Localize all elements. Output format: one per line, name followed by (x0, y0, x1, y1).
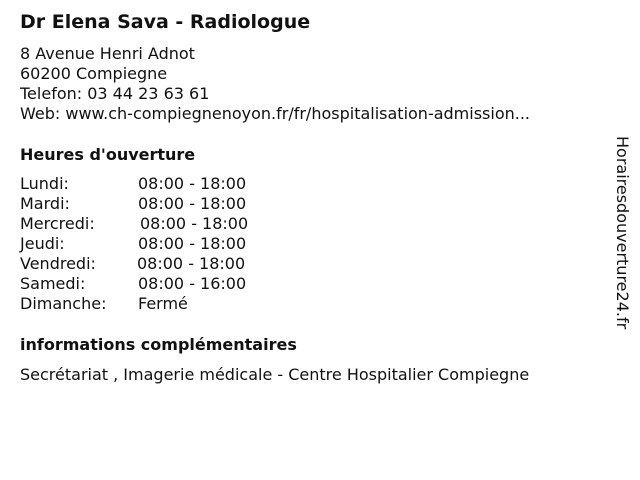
hours-day: Jeudi: (20, 234, 65, 253)
hours-day: Mardi: (20, 194, 70, 213)
info-description: Secrétariat , Imagerie médicale - Centre Hospitalier Compiegne (20, 365, 530, 384)
hours-day: Lundi: (20, 174, 69, 193)
hours-row-sunday (20, 294, 420, 314)
address-street: 8 Avenue Henri Adnot (20, 44, 195, 63)
hours-row-monday (20, 174, 420, 194)
hours-time: Fermé (138, 294, 188, 313)
website-link[interactable]: Web: www.ch-compiegnenoyon.fr/fr/hospitalisation-admission... (20, 104, 531, 123)
hours-row-friday (20, 254, 420, 274)
site-credit-vertical: Horairesdouverture24.fr (613, 136, 632, 330)
address-block (20, 44, 530, 124)
hours-day: Vendredi: (20, 254, 96, 273)
address-city: 60200 Compiegne (20, 64, 168, 83)
hours-row-tuesday (20, 194, 420, 214)
hours-day: Dimanche: (20, 294, 107, 313)
info-heading: informations complémentaires (20, 335, 297, 354)
hours-time: 08:00 - 18:00 (138, 194, 247, 213)
phone-number[interactable]: Telefon: 03 44 23 63 61 (20, 84, 210, 103)
hours-time: 08:00 - 18:00 (140, 214, 249, 233)
hours-time: 08:00 - 16:00 (138, 274, 247, 293)
hours-time: 08:00 - 18:00 (137, 254, 246, 273)
hours-row-saturday (20, 274, 420, 294)
hours-row-wednesday (20, 214, 420, 234)
hours-time: 08:00 - 18:00 (138, 234, 247, 253)
hours-day: Mercredi: (20, 214, 95, 233)
hours-heading: Heures d'ouverture (20, 145, 196, 164)
hours-day: Samedi: (20, 274, 86, 293)
opening-hours-table (20, 174, 420, 314)
hours-time: 08:00 - 18:00 (138, 174, 247, 193)
hours-row-thursday (20, 234, 420, 254)
page-title: Dr Elena Sava - Radiologue (20, 11, 311, 33)
